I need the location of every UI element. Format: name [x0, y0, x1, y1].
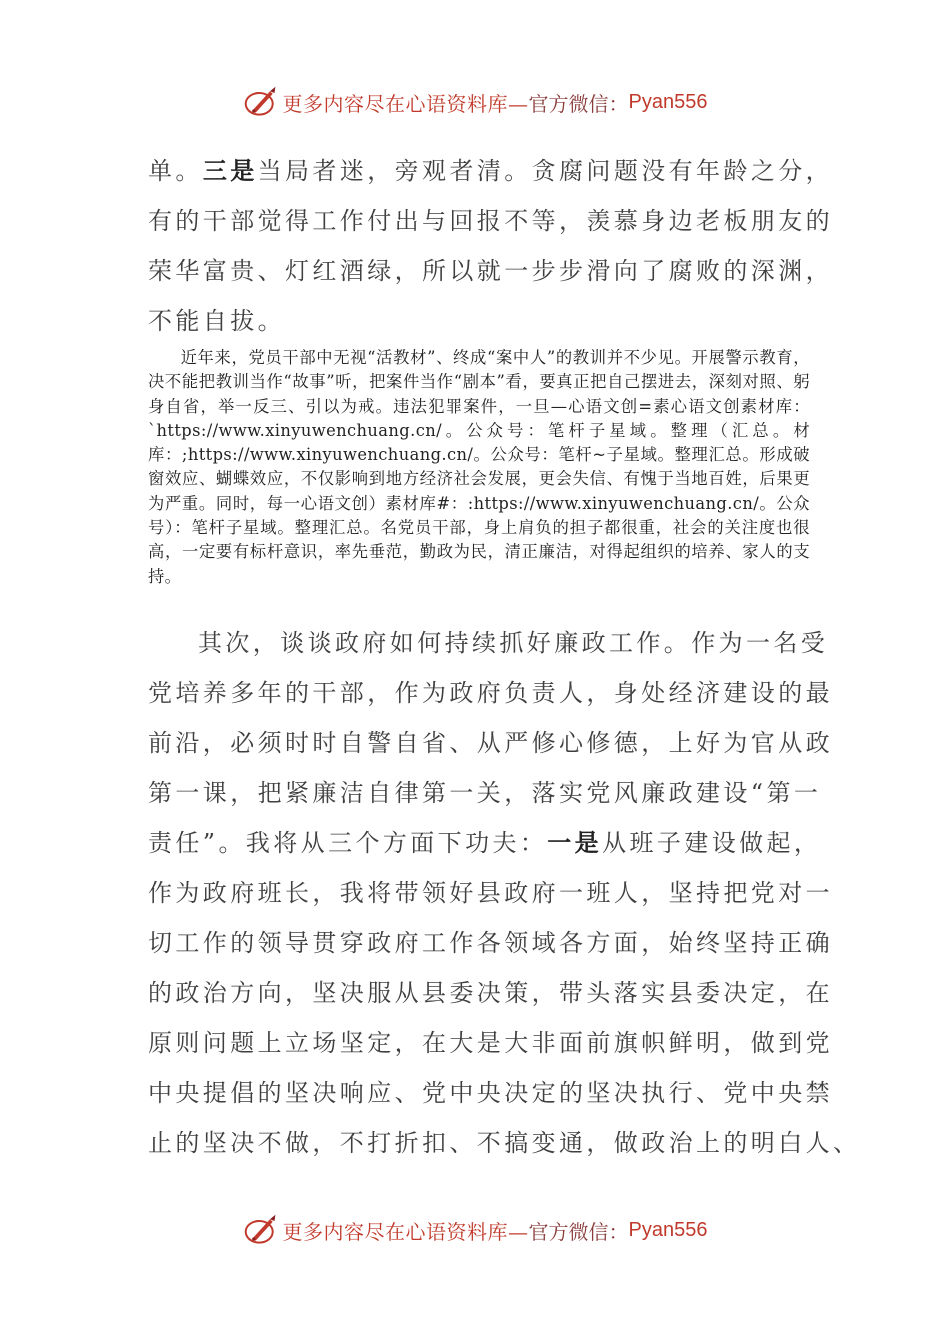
emphasis-third: 三是 — [202, 156, 258, 185]
paragraph-3 — [148, 618, 861, 1168]
text-line: 前沿，必须时时自警自省、从严修心修德，上好为官从政 — [148, 729, 833, 757]
text-line: 责任”。我将从三个方面下功夫：一是从班子建设做起， — [148, 828, 822, 857]
banner-wechat-id: Pyan556 — [628, 1218, 708, 1241]
banner-wechat-label: 官方微信： — [528, 91, 629, 116]
text-line: 其次，谈谈政府如何持续抓好廉政工作。作为一名受 — [198, 629, 829, 657]
banner-main-text: 更多内容尽在心语资料库— — [282, 91, 529, 116]
text-line: 中央提倡的坚决响应、党中央决定的坚决执行、党中央禁 — [148, 1079, 833, 1107]
text-line: 作为政府班长，我将带领好县政府一班人，坚持把党对一 — [148, 879, 833, 907]
text-line: 的政治方向，坚决服从县委决策，带头落实县委决定，在 — [148, 979, 833, 1007]
paragraph-2 — [148, 346, 810, 589]
paragraph-1 — [148, 146, 834, 346]
text-line: 单。三是当局者迷，旁观者清。贪腐问题没有年龄之分， — [148, 156, 834, 185]
text-line: 第一课，把紧廉洁自律第一关，落实党风廉政建设“第一 — [148, 779, 822, 807]
text-line: 荣华富贵、灯红酒绿，所以就一步步滑向了腐败的深渊， — [148, 257, 833, 285]
text-line: 党培养多年的干部，作为政府负责人，身处经济建设的最 — [148, 679, 833, 707]
header-banner — [0, 82, 950, 122]
text-line: 不能自拔。 — [148, 307, 285, 335]
quill-pen-logo-icon — [243, 84, 279, 120]
text-line: 原则问题上立场坚定，在大是大非面前旗帜鲜明，做到党 — [148, 1029, 833, 1057]
banner-main-text: 更多内容尽在心语资料库— — [282, 1219, 529, 1244]
quill-pen-logo-icon — [243, 1212, 279, 1248]
small-text-paragraph: 近年来，党员干部中无视“活教材”、终成“案中人”的教训并不少见。开展警示教育，决不能把教训当作“故事”听，把案件当作“剧本”看，要真正把自己摆进去，深刻对照、躬身自省，举一反三、引以为戒。违法犯罪案件，一旦—心语文创=素心语文创素材库：`https://www.xinyuwenchuang.cn/。公众号：笔杆子星域。整理（汇总。材库：;https://www.xinyuwenchuang.cn/。公众号：笔杆~子星域。整理汇总。形成破窗效应、蝴蝶效应，不仅影响到地方经济社会发展，更会失信、有愧于当地百姓，后果更为严重。同时，每一心语文创）素材库#：:https://www.xinyuwenchuang.cn/。公众号）：笔杆子星域。整理汇总。名党员干部，身上肩负的担子都很重，社会的关注度也很高，一定要有标杆意识，率先垂范，勤政为民，清正廉洁，对得起组织的培养、家人的支持。 — [148, 348, 810, 586]
banner-wechat-id: Pyan556 — [628, 90, 708, 113]
emphasis-first: 一是 — [547, 828, 603, 857]
text-line: 切工作的领导贯穿政府工作各领域各方面，始终坚持正确 — [148, 929, 833, 957]
footer-banner — [0, 1210, 950, 1250]
text-line: 有的干部觉得工作付出与回报不等，羡慕身边老板朋友的 — [148, 207, 833, 235]
text-line: 止的坚决不做，不打折扣、不搞变通，做政治上的明白人、 — [148, 1129, 861, 1157]
banner-wechat-label: 官方微信： — [528, 1219, 629, 1244]
